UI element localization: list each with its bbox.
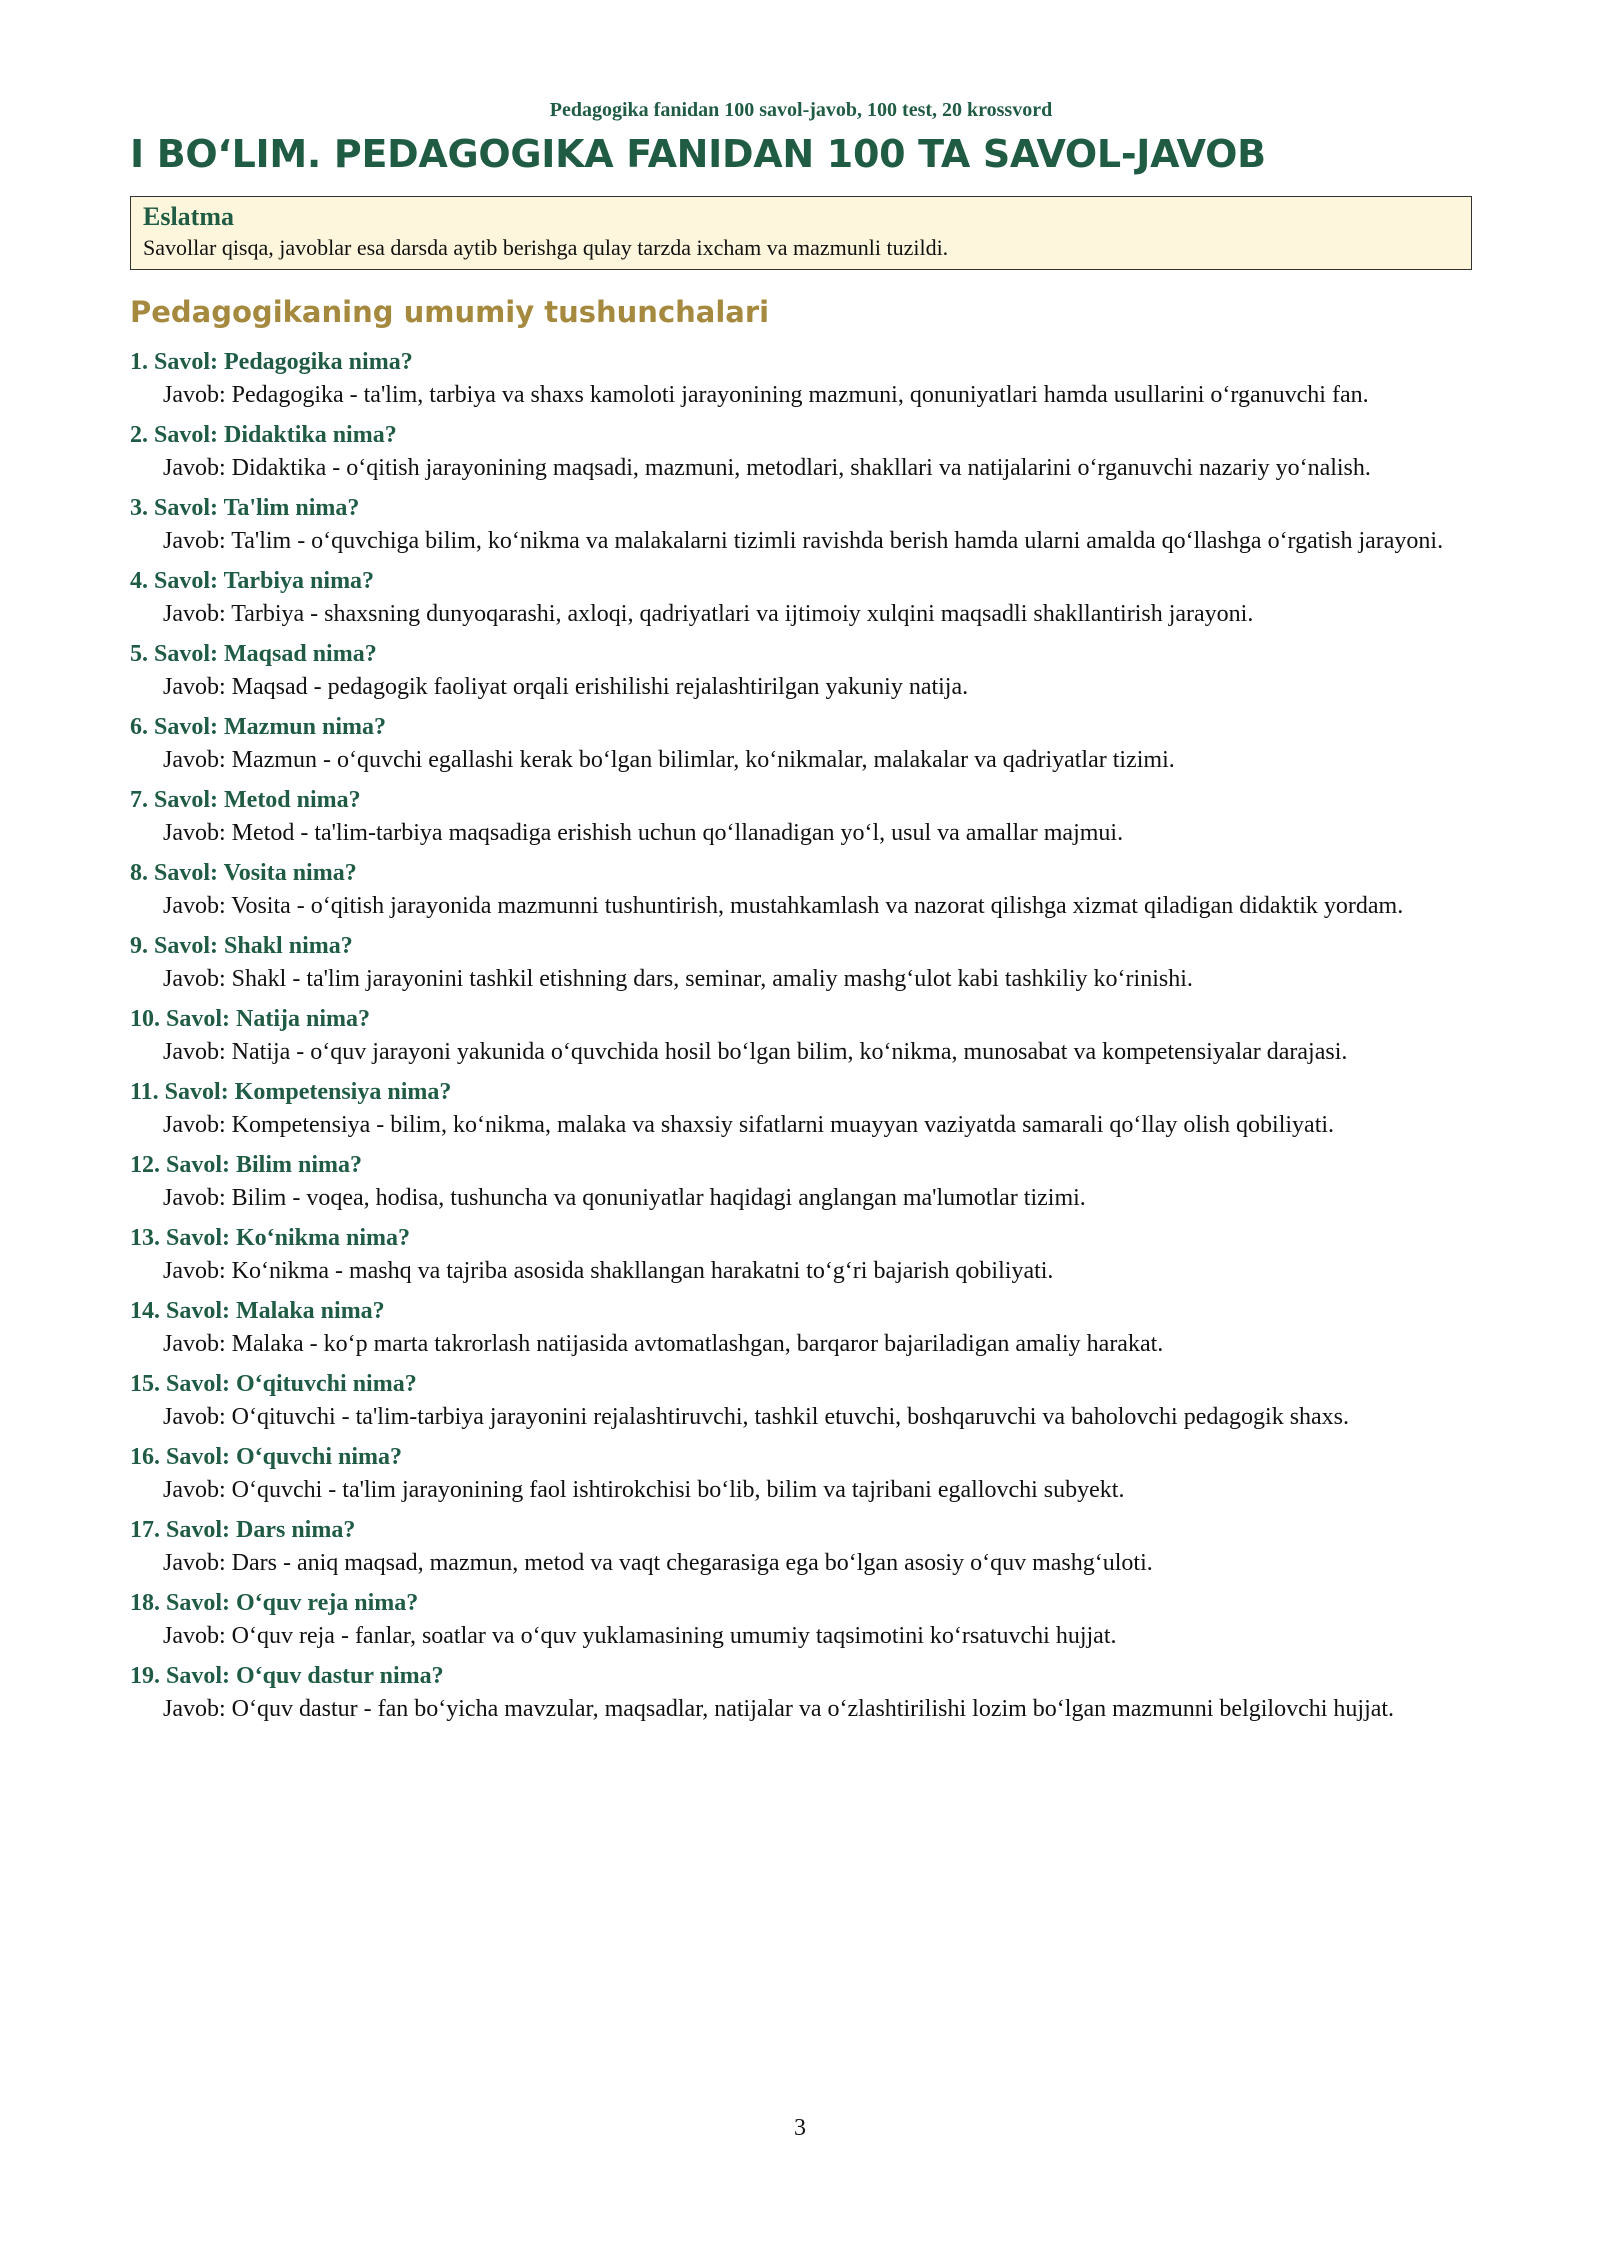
- answer: Javob: Didaktika - o‘qitish jarayonining maqsadi, mazmuni, metodlari, shakllari va natijalarini o‘rganuvchi nazariy yo‘nalish.: [163, 455, 1371, 481]
- qa-item: [130, 565, 1472, 631]
- page-number: 3: [794, 2115, 806, 2141]
- question: 5. Savol: Maqsad nima?: [130, 641, 377, 667]
- question: 8. Savol: Vosita nima?: [130, 860, 357, 886]
- answer: Javob: Pedagogika - ta'lim, tarbiya va shaxs kamoloti jarayonining mazmuni, qonuniyatlari hamda usullarini o‘rganuvchi fan.: [163, 382, 1369, 408]
- answer: Javob: Maqsad - pedagogik faoliyat orqali erishilishi rejalashtirilgan yakuniy natija.: [163, 674, 969, 700]
- qa-item: [130, 638, 1472, 704]
- question: 15. Savol: O‘qituvchi nima?: [130, 1371, 417, 1397]
- note-title: Eslatma: [143, 202, 234, 231]
- answer: Javob: Vosita - o‘qitish jarayonida mazmunni tushuntirish, mustahkamlash va nazorat qilishga xizmat qiladigan didaktik yordam.: [163, 893, 1404, 919]
- question: 1. Savol: Pedagogika nima?: [130, 349, 413, 375]
- qa-item: [130, 1660, 1472, 1726]
- qa-item: [130, 1222, 1472, 1288]
- qa-item: [130, 1003, 1472, 1069]
- question: 18. Savol: O‘quv reja nima?: [130, 1590, 419, 1616]
- section-title: Pedagogikaning umumiy tushunchalari: [130, 295, 770, 329]
- answer: Javob: Dars - aniq maqsad, mazmun, metod va vaqt chegarasiga ega bo‘lgan asosiy o‘quv mashg‘uloti.: [163, 1550, 1153, 1576]
- answer: Javob: Bilim - voqea, hodisa, tushuncha va qonuniyatlar haqidagi anglangan ma'lumotlar tizimi.: [163, 1185, 1086, 1211]
- question: 16. Savol: O‘quvchi nima?: [130, 1444, 403, 1470]
- answer: Javob: Ta'lim - o‘quvchiga bilim, ko‘nikma va malakalarni tizimli ravishda berish hamda ularni amalda qo‘llashga o‘rgatish jarayoni.: [163, 528, 1444, 554]
- question: 17. Savol: Dars nima?: [130, 1517, 356, 1543]
- note-text: Savollar qisqa, javoblar esa darsda aytib berishga qulay tarzda ixcham va mazmunli tuzildi.: [143, 235, 949, 260]
- qa-item: [130, 1587, 1472, 1653]
- qa-item: [130, 1514, 1472, 1580]
- question: 4. Savol: Tarbiya nima?: [130, 568, 375, 594]
- part-title: I BO‘LIM. PEDAGOGIKA FANIDAN 100 TA SAVOL-JAVOB: [130, 132, 1266, 176]
- question: 14. Savol: Malaka nima?: [130, 1298, 385, 1324]
- question: 10. Savol: Natija nima?: [130, 1006, 370, 1032]
- answer: Javob: O‘quvchi - ta'lim jarayonining faol ishtirokchisi bo‘lib, bilim va tajribani egallovchi subyekt.: [163, 1477, 1125, 1503]
- qa-item: [130, 1295, 1472, 1361]
- qa-item: [130, 1368, 1472, 1434]
- answer: Javob: O‘quv dastur - fan bo‘yicha mavzular, maqsadlar, natijalar va o‘zlashtirilishi lozim bo‘lgan mazmunni belgilovchi hujjat.: [163, 1696, 1395, 1722]
- answer: Javob: Mazmun - o‘quvchi egallashi kerak bo‘lgan bilimlar, ko‘nikmalar, malakalar va qadriyatlar tizimi.: [163, 747, 1175, 773]
- answer: Javob: O‘qituvchi - ta'lim-tarbiya jarayonini rejalashtiruvchi, tashkil etuvchi, boshqaruvchi va baholovchi pedagogik shaxs.: [163, 1404, 1350, 1430]
- question: 11. Savol: Kompetensiya nima?: [130, 1079, 452, 1105]
- qa-item: [130, 1149, 1472, 1215]
- qa-item: [130, 784, 1472, 850]
- qa-item: [130, 492, 1472, 558]
- question: 12. Savol: Bilim nima?: [130, 1152, 363, 1178]
- answer: Javob: O‘quv reja - fanlar, soatlar va o‘quv yuklamasining umumiy taqsimotini ko‘rsatuvchi hujjat.: [163, 1623, 1117, 1649]
- qa-item: [130, 930, 1472, 996]
- qa-item: [130, 857, 1472, 923]
- answer: Javob: Ko‘nikma - mashq va tajriba asosida shakllangan harakatni to‘g‘ri bajarish qobiliyati.: [163, 1258, 1054, 1284]
- qa-item: [130, 711, 1472, 777]
- answer: Javob: Natija - o‘quv jarayoni yakunida o‘quvchida hosil bo‘lgan bilim, ko‘nikma, munosabat va kompetensiyalar darajasi.: [163, 1039, 1348, 1065]
- qa-item: [130, 1076, 1472, 1142]
- qa-list: [130, 346, 1472, 1726]
- answer: Javob: Kompetensiya - bilim, ko‘nikma, malaka va shaxsiy sifatlarni muayyan vaziyatda samarali qo‘llay olish qobiliyati.: [163, 1112, 1335, 1138]
- question: 19. Savol: O‘quv dastur nima?: [130, 1663, 444, 1689]
- question: 9. Savol: Shakl nima?: [130, 933, 353, 959]
- running-header: Pedagogika fanidan 100 savol-javob, 100 test, 20 krossvord: [549, 99, 1053, 121]
- question: 3. Savol: Ta'lim nima?: [130, 495, 360, 521]
- answer: Javob: Tarbiya - shaxsning dunyoqarashi, axloqi, qadriyatlari va ijtimoiy xulqini maqsadli shakllantirish jarayoni.: [163, 601, 1254, 627]
- question: 6. Savol: Mazmun nima?: [130, 714, 387, 740]
- question: 2. Savol: Didaktika nima?: [130, 422, 397, 448]
- question: 7. Savol: Metod nima?: [130, 787, 361, 813]
- note-box: [130, 196, 1472, 270]
- answer: Javob: Malaka - ko‘p marta takrorlash natijasida avtomatlashgan, barqaror bajariladigan amaliy harakat.: [163, 1331, 1164, 1357]
- qa-item: [130, 1441, 1472, 1507]
- question: 13. Savol: Ko‘nikma nima?: [130, 1225, 411, 1251]
- qa-item: [130, 419, 1472, 485]
- answer: Javob: Shakl - ta'lim jarayonini tashkil etishning dars, seminar, amaliy mashg‘ulot kabi tashkiliy ko‘rinishi.: [163, 966, 1193, 992]
- answer: Javob: Metod - ta'lim-tarbiya maqsadiga erishish uchun qo‘llanadigan yo‘l, usul va amallar majmui.: [163, 820, 1124, 846]
- qa-item: [130, 346, 1472, 412]
